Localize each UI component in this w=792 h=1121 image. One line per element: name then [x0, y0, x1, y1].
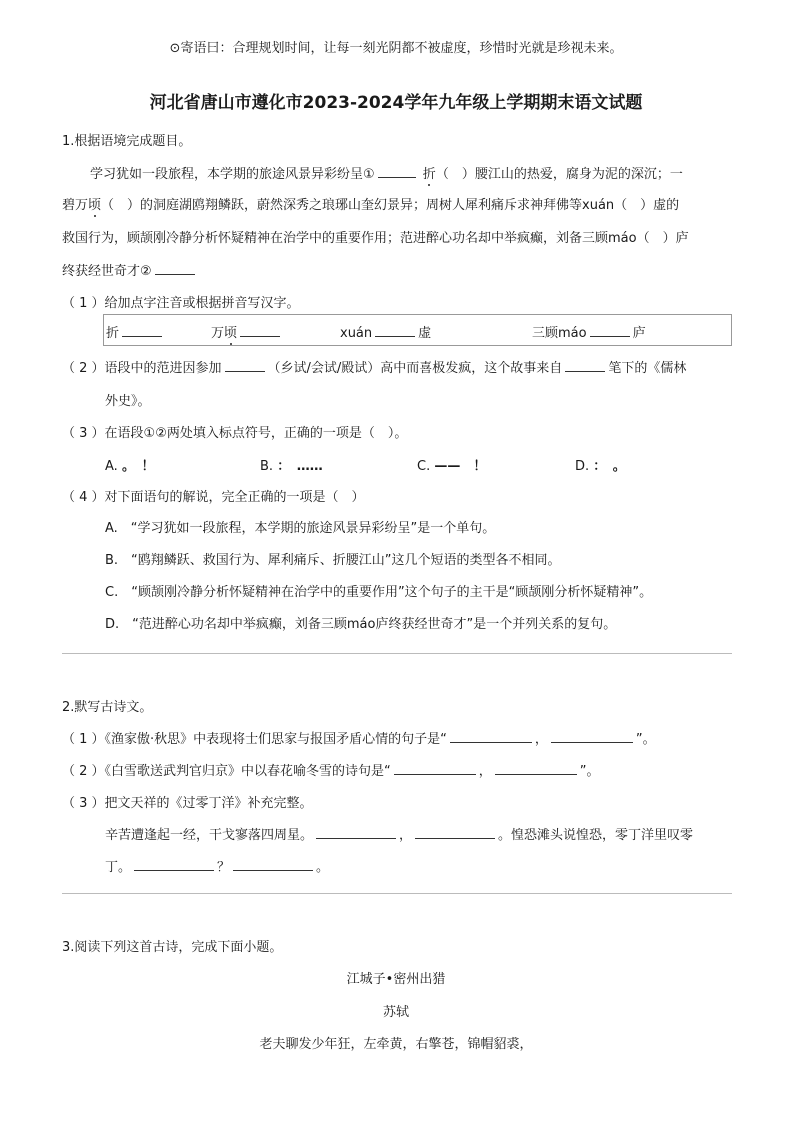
q3-heading: 3.阅读下列这首古诗，完成下面小题。 [62, 940, 283, 955]
sub-text: （ 2 ）《白雪歌送武判官归京》中以春花喻冬雪的诗句是“ [62, 764, 391, 779]
divider [62, 893, 732, 894]
q1-passage-line-1 [90, 163, 683, 182]
option-b[interactable] [260, 455, 323, 474]
dotted-char: 折 [422, 167, 436, 182]
sub2-text: （乡试/会试/殿试）高中而喜极发疯，这个故事来自 [267, 361, 563, 376]
q1-passage-line-3: 救国行为，顾颉刚冷静分析怀疑精神在治学中的重要作用；范进醉心功名却中举疯癫，刘备三顾máo（ ）庐 [62, 231, 689, 246]
divider [62, 653, 732, 654]
punct: ， [534, 732, 548, 747]
option-letter: B. [260, 459, 274, 474]
option-a[interactable] [105, 455, 154, 474]
option-d[interactable] [575, 455, 626, 474]
q1-passage-line-2 [62, 194, 679, 213]
passage-text: 终获经世奇才② [62, 264, 152, 279]
q1-sub2-line-1 [62, 357, 686, 376]
q1-sub4-option-d[interactable]: D. “范进醉心功名却中举疯癫，刘备三顾máo庐终获经世奇才”是一个并列关系的复句。 [105, 617, 617, 632]
blank-s2-1[interactable] [394, 773, 476, 775]
q1-sub4-option-a[interactable]: A. “学习犹如一段旅程，本学期的旅途风景异彩纷呈”是一个单句。 [105, 521, 496, 536]
q1-heading: 1.根据语境完成题目。 [62, 134, 192, 149]
cell-pinyin: 三顾máo [532, 326, 587, 341]
q2-poem-line-2 [105, 856, 329, 875]
q2-sub3: （ 3 ）把文天祥的《过零丁洋》补充完整。 [62, 796, 313, 811]
box-cell-1 [106, 322, 165, 341]
poem-text: 。惶恐滩头说惶恐，零丁洋里叹零 [498, 828, 694, 843]
blank-cell-3[interactable] [375, 335, 415, 337]
dotted-char: 顷 [88, 198, 102, 213]
page-title: 河北省唐山市遵化市2023-2024学年九年级上学期期末语文试题 [149, 93, 643, 113]
sub2-text: （ 2 ）语段中的范进因参加 [62, 361, 222, 376]
blank-1[interactable] [378, 176, 416, 178]
cell-char: 折 [106, 326, 120, 341]
option-value: 。 ！ [121, 459, 155, 474]
option-letter: A. [105, 459, 118, 474]
option-letter: C. [417, 459, 431, 474]
punct: ， [399, 828, 413, 843]
blank-p2[interactable] [415, 837, 495, 839]
punct: 。 [316, 860, 330, 875]
blank-s1-1[interactable] [450, 741, 532, 743]
option-value: ： …… [277, 459, 323, 474]
passage-text: （ ）腰江山的热爱，腐身为泥的深沉；一 [435, 167, 683, 182]
q2-heading: 2.默写古诗文。 [62, 700, 153, 715]
punct: ， [478, 764, 492, 779]
q1-sub2-line-2: 外史》。 [105, 394, 151, 409]
blank-cell-2[interactable] [240, 335, 280, 337]
cell-char: 万 [211, 326, 225, 341]
option-letter: D. [575, 459, 590, 474]
blank-s1-2[interactable] [551, 741, 633, 743]
sub-text: （ 1 ）《渔家傲·秋思》中表现将士们思家与报国矛盾心情的句子是“ [62, 732, 447, 747]
blank-exam[interactable] [225, 370, 265, 372]
blank-cell-4[interactable] [590, 335, 630, 337]
q2-sub1 [62, 728, 656, 747]
passage-text: 碧万 [62, 198, 89, 213]
cell-pinyin: xuán [340, 326, 373, 341]
q1-passage-line-4 [62, 260, 198, 279]
q1-sub4: （ 4 ）对下面语句的解说，完全正确的一项是（ ） [62, 490, 365, 505]
q2-sub2 [62, 760, 600, 779]
blank-p4[interactable] [233, 869, 313, 871]
blank-s2-2[interactable] [495, 773, 577, 775]
box-cell-2 [211, 322, 283, 341]
box-cell-3 [340, 322, 431, 341]
poem-line-1: 老夫聊发少年狂，左牵黄，右擎苍，锦帽貂裘， [259, 1037, 533, 1052]
option-value: —— ！ [434, 459, 487, 474]
blank-2[interactable] [155, 273, 195, 275]
q1-sub4-option-b[interactable]: B. “鸥翔鳞跃、救国行为、犀利痛斥、折腰江山”这几个短语的类型各不相同。 [105, 553, 561, 568]
punct: ”。 [635, 732, 656, 747]
option-value: ： 。 [593, 459, 626, 474]
blank-author[interactable] [565, 370, 605, 372]
cell-char: 虚 [418, 326, 432, 341]
poem-author: 苏轼 [382, 1005, 409, 1020]
q2-poem-line-1 [105, 824, 693, 843]
dotted-char: 顷 [224, 326, 238, 341]
q1-sub1: （ 1 ）给加点字注音或根据拼音写汉字。 [62, 296, 300, 311]
box-cell-4 [532, 322, 646, 341]
poem-text: 丁。 [105, 860, 132, 875]
option-c[interactable] [417, 455, 486, 474]
passage-text: （ ）的洞庭湖鸥翔鳞跃，蔚然深秀之琅琊山奎幻景异；周树人犀利痛斥求神拜佛等xuán（ ）虚的 [101, 198, 680, 213]
blank-p3[interactable] [134, 869, 214, 871]
cell-char: 庐 [632, 326, 646, 341]
passage-text: 学习犹如一段旅程，本学期的旅途风景异彩纷呈① [90, 167, 375, 182]
q1-sub4-option-c[interactable]: C. “顾颉刚冷静分析怀疑精神在治学中的重要作用”这个句子的主干是“顾颉刚分析怀疑精神”。 [105, 585, 653, 600]
blank-p1[interactable] [316, 837, 396, 839]
punct: ”。 [579, 764, 600, 779]
punct: ？ [217, 860, 231, 875]
poem-title: 江城子•密州出猎 [346, 972, 446, 987]
sub2-text: 笔下的《儒林 [608, 361, 687, 376]
blank-cell-1[interactable] [122, 335, 162, 337]
q1-sub3: （ 3 ）在语段①②两处填入标点符号，正确的一项是（ ）。 [62, 426, 408, 441]
motto-line: ⊙寄语曰：合理规划时间，让每一刻光阴都不被虚度，珍惜时光就是珍视未来。 [169, 41, 623, 56]
poem-text: 辛苦遭逢起一经，干戈寥落四周星。 [105, 828, 314, 843]
